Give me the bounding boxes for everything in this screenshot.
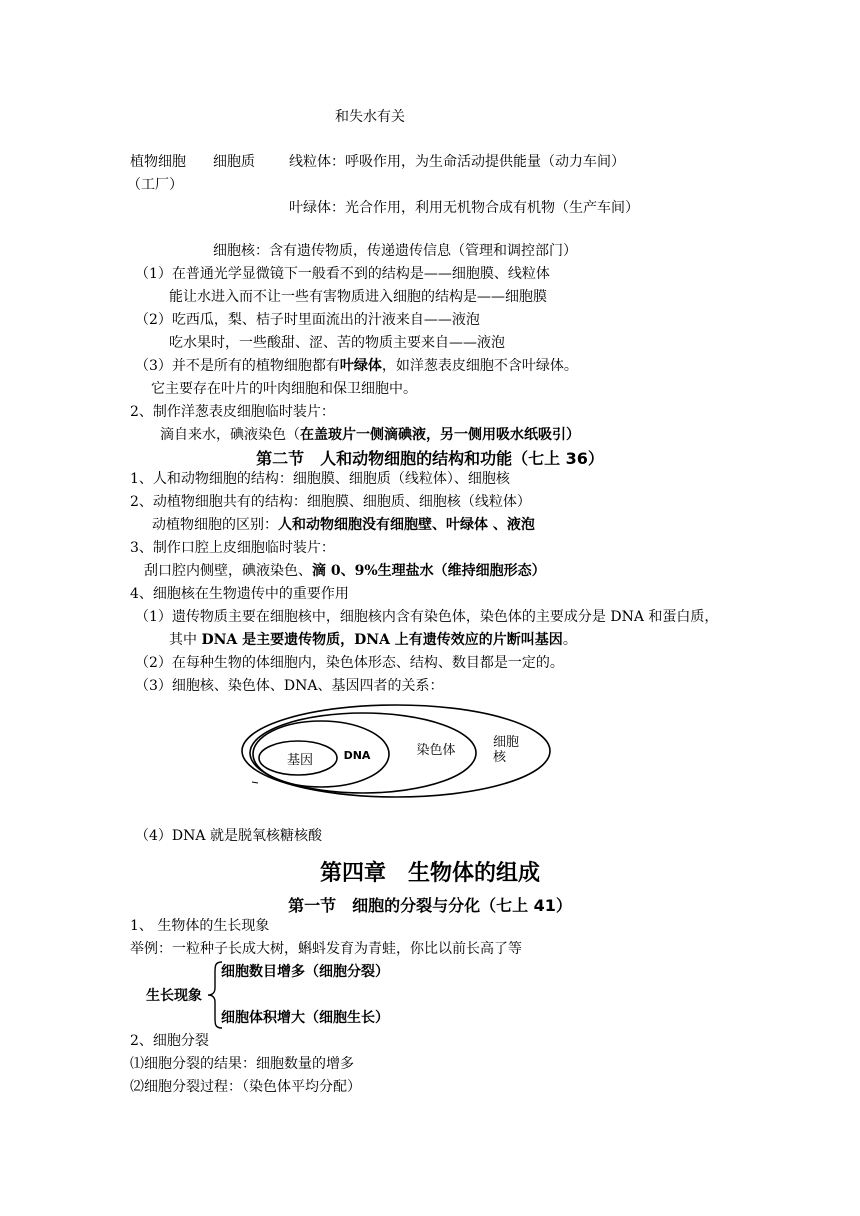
growth-item-growth: 细胞体积增大（细胞生长） [221, 1010, 389, 1026]
section-heading: 第二节 人和动物细胞的结构和功能（七上 36） [256, 449, 604, 468]
chapter-heading: 第四章 生物体的组成 [319, 861, 540, 886]
gene-label: 基因 [286, 753, 314, 768]
text-line: （3）并不是所有的植物细胞都有叶绿体，如洋葱表皮细胞不含叶绿体。 [135, 358, 578, 374]
mitochondria-line: 线粒体：呼吸作用，为生命活动提供能量（动力车间） [289, 154, 625, 170]
nucleus-label-line2: 核 [493, 750, 507, 765]
text-line: ⑵细胞分裂过程：（染色体平均分配） [130, 1079, 361, 1095]
text-line: 动植物细胞的区别：人和动物细胞没有细胞壁、叶绿体 、液泡 [152, 517, 535, 533]
text-line: ⑴细胞分裂的结果：细胞数量的增多 [130, 1056, 354, 1072]
growth-item-division: 细胞数目增多（细胞分裂） [221, 964, 389, 980]
text-line: 举例：一粒种子长成大树，蝌蚪发育为青蛙，你比以前长高了等 [130, 941, 522, 957]
plant-cell-label: 植物细胞 [130, 154, 186, 170]
nucleus-label-line1: 细胞 [493, 735, 520, 750]
text-line: （2）吃西瓜，梨、桔子时里面流出的汁液来自——液泡 [135, 312, 480, 328]
text-line: （1）在普通光学显微镜下一般看不到的结构是——细胞膜、线粒体 [135, 266, 550, 282]
chromosome-label: 染色体 [416, 743, 456, 758]
nested-relationship-diagram [236, 695, 566, 810]
text-line: 滴自来水，碘液染色（在盖玻片一侧滴碘液，另一侧用吸水纸吸引） [160, 427, 580, 443]
text-line: 其中 DNA 是主要遗传物质，DNA 上有遗传效应的片断叫基因。 [169, 632, 577, 648]
nucleus-line: 细胞核：含有遗传物质，传递遗传信息（管理和调控部门） [213, 243, 577, 259]
text-line: 2、细胞分裂 [130, 1033, 209, 1049]
text-line: 能让水进入而不让一些有害物质进入细胞的结构是——细胞膜 [169, 289, 547, 305]
growth-label: 生长现象 [146, 988, 202, 1004]
text-line: 吃水果时，一些酸甜、涩、苦的物质主要来自——液泡 [169, 335, 505, 351]
text-line: （2）在每种生物的体细胞内，染色体形态、结构、数目都是一定的。 [135, 655, 564, 671]
chloroplast-line: 叶绿体：光合作用，利用无机物合成有机物（生产车间） [289, 200, 639, 216]
text-line: （1）遗传物质主要在细胞核中，细胞核内含有染色体，染色体的主要成分是 DNA 和蛋白质， [135, 609, 719, 625]
section-heading: 第一节 细胞的分裂与分化（七上 41） [288, 896, 572, 915]
text-line: 它主要存在叶片的叶肉细胞和保卫细胞中。 [151, 381, 417, 397]
text-line: 3、制作口腔上皮细胞临时装片： [130, 540, 335, 556]
text-line: 4、细胞核在生物遗传中的重要作用 [130, 586, 349, 602]
factory-line: （工厂） [127, 177, 183, 193]
text-line: 1、 生物体的生长现象 [130, 918, 270, 934]
dna-label: DNA [343, 749, 371, 762]
text-line: （4）DNA 就是脱氧核糖核酸 [135, 828, 322, 844]
text-line: 和失水有关 [335, 109, 405, 125]
text-line: 2、动植物细胞共有的结构：细胞膜、细胞质、细胞核（线粒体） [130, 494, 531, 510]
text-line: （3）细胞核、染色体、DNA、基因四者的关系： [135, 678, 444, 694]
text-line: 刮口腔内侧壁，碘液染色、滴 0、9%生理盐水（维持细胞形态） [144, 563, 546, 579]
text-line: 1、人和动物细胞的结构：细胞膜、细胞质（线粒体）、细胞核 [130, 471, 510, 487]
text-line: 2、制作洋葱表皮细胞临时装片： [130, 404, 335, 420]
cytoplasm-label: 细胞质 [213, 154, 255, 170]
tick-mark [252, 782, 258, 783]
